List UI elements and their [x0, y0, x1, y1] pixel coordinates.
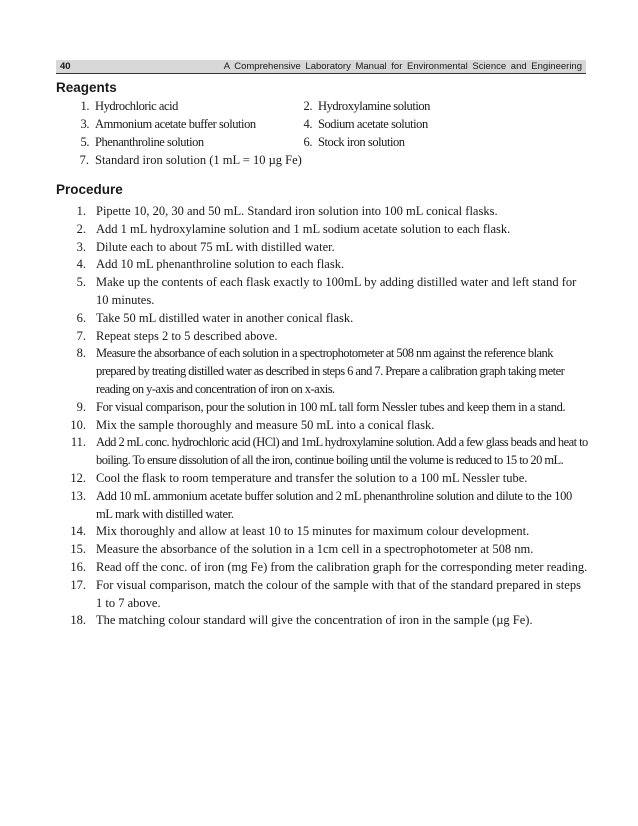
- step-number: 2.: [76, 221, 86, 236]
- reagent-item: [291, 97, 430, 115]
- reagent-number: 7.: [79, 153, 89, 167]
- reagent-item: [68, 115, 256, 133]
- book-title: A Comprehensive Laboratory Manual for Environmental Science and Engineering: [223, 61, 582, 72]
- step-text: Cool the flask to room temperature and transfer the solution to a 100 mL Nessler tube.: [96, 470, 528, 485]
- step-number: 1.: [76, 204, 86, 218]
- step-number: 9.: [76, 399, 86, 414]
- step-number: 6.: [76, 310, 86, 325]
- procedure-step: [56, 470, 588, 488]
- procedure-step: [56, 612, 588, 630]
- step-text: Mix the sample thoroughly and measure 50 mL into a conical flask.: [96, 417, 435, 432]
- reagent-number: 6.: [303, 135, 312, 149]
- procedure-step: [56, 577, 588, 613]
- step-text: Add 1 mL hydroxylamine solution and 1 mL sodium acetate solution to each flask.: [96, 221, 511, 236]
- step-text: Mix thoroughly and allow at least 10 to 15 minutes for maximum colour development.: [96, 524, 530, 539]
- step-text: Measure the absorbance of the solution in a 1cm cell in a spectrophotometer at 508 nm.: [96, 542, 534, 557]
- procedure-step: [56, 434, 588, 470]
- procedure-step: [56, 239, 588, 257]
- step-number: 14.: [70, 524, 86, 539]
- reagent-item: [68, 133, 204, 151]
- reagent-number: 5.: [80, 135, 89, 149]
- step-number: 7.: [76, 328, 86, 343]
- procedure-list: [56, 203, 588, 630]
- reagent-text: Hydrochloric acid: [95, 99, 178, 113]
- procedure-step: [56, 345, 588, 398]
- step-number: 8.: [76, 346, 86, 361]
- step-text: For visual comparison, pour the solution in 100 mL tall form Nessler tubes and keep them in a stand.: [96, 399, 566, 414]
- step-number: 16.: [70, 559, 86, 574]
- procedure-step: [56, 310, 588, 328]
- step-text: Pipette 10, 20, 30 and 50 mL. Standard iron solution into 100 mL conical flasks.: [96, 204, 498, 218]
- step-text: Add 10 mL phenanthroline solution to each flask.: [96, 257, 345, 272]
- procedure-step: [56, 417, 588, 435]
- step-number: 17.: [70, 577, 86, 592]
- reagent-text: Stock iron solution: [318, 135, 405, 149]
- reagent-number: 2.: [303, 99, 312, 113]
- step-number: 13.: [70, 488, 86, 503]
- step-number: 11.: [70, 435, 86, 450]
- step-text: For visual comparison, match the colour of the sample with that of the standard prepared in steps 1 to 7 above.: [96, 577, 581, 610]
- procedure-step: [56, 559, 588, 577]
- procedure-step: [56, 256, 588, 274]
- reagent-text: Hydroxylamine solution: [318, 99, 430, 113]
- procedure-heading: Procedure: [56, 182, 123, 197]
- reagent-text: Ammonium acetate buffer solution: [95, 117, 256, 131]
- step-text: Add 2 mL conc. hydrochloric acid (HCl) and 1mL hydroxylamine solution. Add a few glass beads and heat to boiling. To ensure dissolution of all the iron, continue boiling until the volume is reduced to 15 to 20 mL.: [96, 435, 588, 468]
- step-number: 12.: [70, 470, 86, 485]
- step-text: Repeat steps 2 to 5 described above.: [96, 328, 278, 343]
- procedure-step: [56, 274, 588, 310]
- procedure-step: [56, 203, 588, 221]
- reagent-number: 3.: [80, 117, 89, 131]
- page-number: 40: [60, 61, 71, 72]
- procedure-step: [56, 328, 588, 346]
- procedure-step: [56, 399, 588, 417]
- step-text: Take 50 mL distilled water in another conical flask.: [96, 310, 354, 325]
- step-number: 3.: [76, 239, 86, 254]
- reagent-item: [291, 133, 405, 151]
- procedure-step: [56, 541, 588, 559]
- running-header: [56, 60, 586, 74]
- procedure-step: [56, 488, 588, 524]
- reagent-text: Sodium acetate solution: [318, 117, 428, 131]
- step-number: 4.: [76, 257, 86, 272]
- reagent-item: [68, 97, 178, 115]
- procedure-step: [56, 523, 588, 541]
- step-number: 18.: [70, 613, 86, 628]
- step-text: Read off the conc. of iron (mg Fe) from the calibration graph for the corresponding meter reading.: [96, 559, 588, 574]
- reagent-item: [68, 151, 302, 169]
- procedure-step: [56, 221, 588, 239]
- step-text: Dilute each to about 75 mL with distilled water.: [96, 239, 335, 254]
- reagent-number: 4.: [303, 117, 312, 131]
- step-number: 10.: [70, 417, 86, 432]
- reagent-text: Standard iron solution (1 mL = 10 µg Fe): [95, 153, 302, 167]
- reagent-number: 1.: [80, 99, 89, 113]
- step-text: Make up the contents of each flask exactly to 100mL by adding distilled water and left stand for 10 minutes.: [96, 275, 577, 307]
- step-text: The matching colour standard will give the concentration of iron in the sample (µg Fe).: [96, 613, 533, 628]
- step-number: 5.: [76, 275, 86, 290]
- reagents-heading: Reagents: [56, 80, 117, 95]
- step-number: 15.: [70, 542, 86, 557]
- reagent-item: [291, 115, 428, 133]
- reagent-text: Phenanthroline solution: [95, 135, 204, 149]
- step-text: Measure the absorbance of each solution in a spectrophotometer at 508 nm against the reference blank prepared by treating distilled water as described in steps 6 and 7. Prepare a calibration graph taking meter reading on y-axis and concentration of iron on x-axis.: [96, 346, 565, 396]
- step-text: Add 10 mL ammonium acetate buffer solution and 2 mL phenanthroline solution and dilute to the 100 mL mark with distilled water.: [96, 488, 572, 521]
